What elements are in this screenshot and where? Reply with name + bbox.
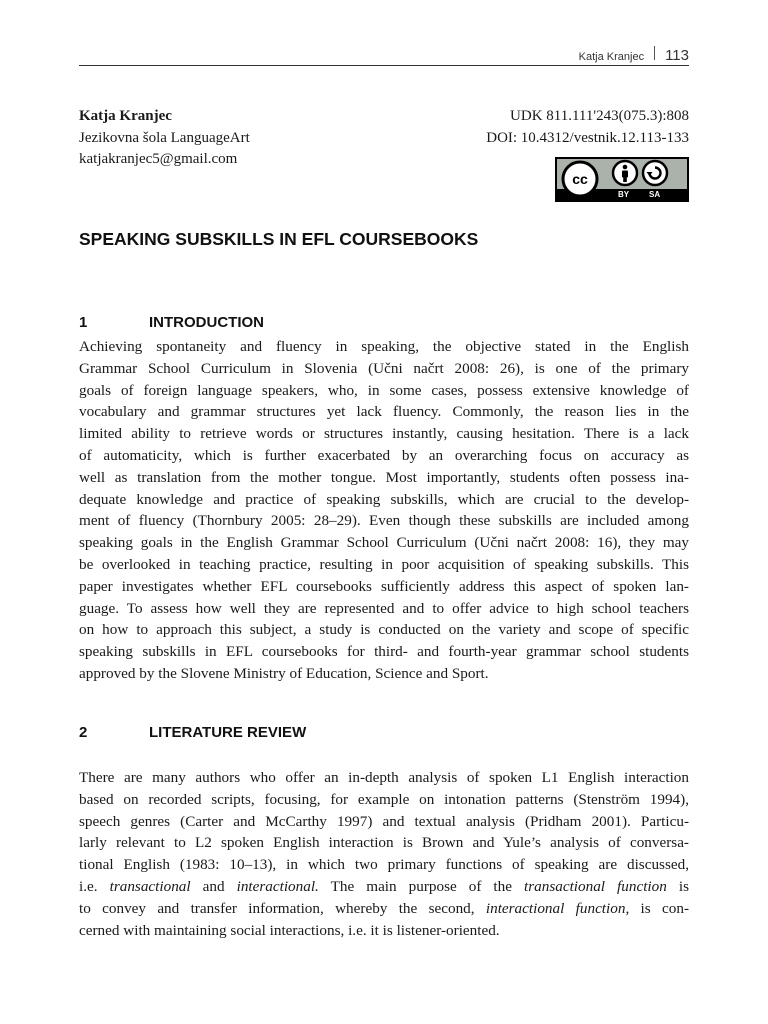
italic-term: transactional function xyxy=(524,877,667,895)
text-line: goals of foreign language speakers, who, in some cases, possess extensive knowledge of xyxy=(79,381,689,399)
text-line: well as translation from the mother tongue. Most importantly, students often possess ina- xyxy=(79,468,689,486)
text-line: tional English (1983: 10–13), in which two primary functions of speaking are discussed, xyxy=(79,856,689,874)
italic-term: interactional. xyxy=(236,877,319,895)
author-affiliation: Jezikovna šola LanguageArt xyxy=(79,129,250,146)
section-number: 1 xyxy=(79,314,88,331)
running-head xyxy=(579,46,689,64)
text-run: i.e. xyxy=(79,877,110,895)
text-run: The main purpose of the xyxy=(318,877,525,895)
share-alike-icon xyxy=(643,161,667,185)
running-head-author: Katja Kranjec xyxy=(578,51,645,63)
text-line: Grammar School Curriculum in Slovenia (Učni načrt 2008: 26), is one of the primary xyxy=(79,359,689,377)
running-head-divider xyxy=(654,46,655,60)
cc-sa-label: SA xyxy=(649,190,661,199)
cc-icon xyxy=(563,162,597,196)
text-line: vocabulary and grammar structures yet lack fluency. Commonly, the reason lies in the xyxy=(79,403,689,421)
text-line: approved by the Slovene Ministry of Education, Science and Sport. xyxy=(79,664,489,682)
section-heading-introduction xyxy=(79,314,264,331)
text-line: be overlooked in teaching practice, resulting in poor acquisition of speaking subskills. This xyxy=(79,555,689,573)
text-line xyxy=(79,876,689,898)
text-line: speaking subskills in EFL coursebooks for third- and fourth-year grammar school students xyxy=(79,643,689,661)
text-run: and xyxy=(190,877,237,895)
text-line: guage. To assess how well they are represented and to offer advice to high school teachers xyxy=(79,599,689,617)
author-block xyxy=(79,106,250,171)
cc-by-label: BY xyxy=(618,190,630,199)
text-line: There are many authors who offer an in-depth analysis of spoken L1 English interaction xyxy=(79,769,689,786)
author-email[interactable]: katjakranjec5@gmail.com xyxy=(79,151,238,167)
text-line: larly relevant to L2 spoken English interaction is Brown and Yule’s analysis of conversa- xyxy=(79,834,689,852)
text-line: speech genres (Carter and McCarthy 1997) and textual analysis (Pridham 2001). Particu- xyxy=(79,812,689,830)
cc-license-badge[interactable] xyxy=(555,157,689,202)
text-line: speaking goals in the English Grammar School Curriculum (Učni načrt 2008: 16), they may xyxy=(79,534,689,552)
text-line: of automaticity, which is further exacerbated by an overarching focus on accuracy as xyxy=(79,446,689,464)
text-line: on how to approach this subject, a study is conducted on the variety and scope of specific xyxy=(79,621,689,639)
text-run: to convey and transfer information, whereby the second, xyxy=(79,899,486,917)
section-title: LITERATURE REVIEW xyxy=(149,724,307,741)
author-name: Katja Kranjec xyxy=(79,108,172,124)
section-title: INTRODUCTION xyxy=(149,314,264,331)
text-line: paper investigates whether EFL coursebooks sufficiently address this aspect of spoken lan- xyxy=(79,577,689,595)
article-title: SPEAKING SUBSKILLS IN EFL COURSEBOOKS xyxy=(79,229,479,249)
text-run: is xyxy=(666,877,689,895)
identifiers-block xyxy=(486,106,689,149)
literature-review-paragraph xyxy=(79,767,689,941)
text-line: cerned with maintaining social interactions, i.e. it is listener-oriented. xyxy=(79,921,500,939)
text-line: Achieving spontaneity and fluency in speaking, the objective stated in the English xyxy=(79,338,689,355)
text-line xyxy=(79,898,689,920)
text-line: dequate knowledge and practice of speaking subskills, which are crucial to the develop- xyxy=(79,490,689,508)
text-line: ment of fluency (Thornbury 2005: 28–29). Even though these subskills are included among xyxy=(79,512,689,530)
text-run: , is con- xyxy=(625,899,689,917)
cc-letters: cc xyxy=(572,171,588,187)
text-line: based on recorded scripts, focusing, for example on intonation patterns (Stenström 1994), xyxy=(79,790,689,808)
introduction-paragraph xyxy=(79,336,689,685)
italic-term: interactional function xyxy=(485,899,626,917)
italic-term: transactional xyxy=(109,877,191,895)
doi[interactable]: DOI: 10.4312/vestnik.12.113-133 xyxy=(486,129,689,146)
section-heading-literature-review xyxy=(79,724,306,741)
udk-code: UDK 811.111'243(075.3):808 xyxy=(510,108,689,124)
text-line: limited ability to retrieve words or structures instantly, causing hesitation. There is a lack xyxy=(79,425,689,443)
section-number: 2 xyxy=(79,724,88,741)
page-number: 113 xyxy=(665,47,689,64)
header-rule xyxy=(79,65,689,66)
by-person-icon xyxy=(613,161,637,185)
